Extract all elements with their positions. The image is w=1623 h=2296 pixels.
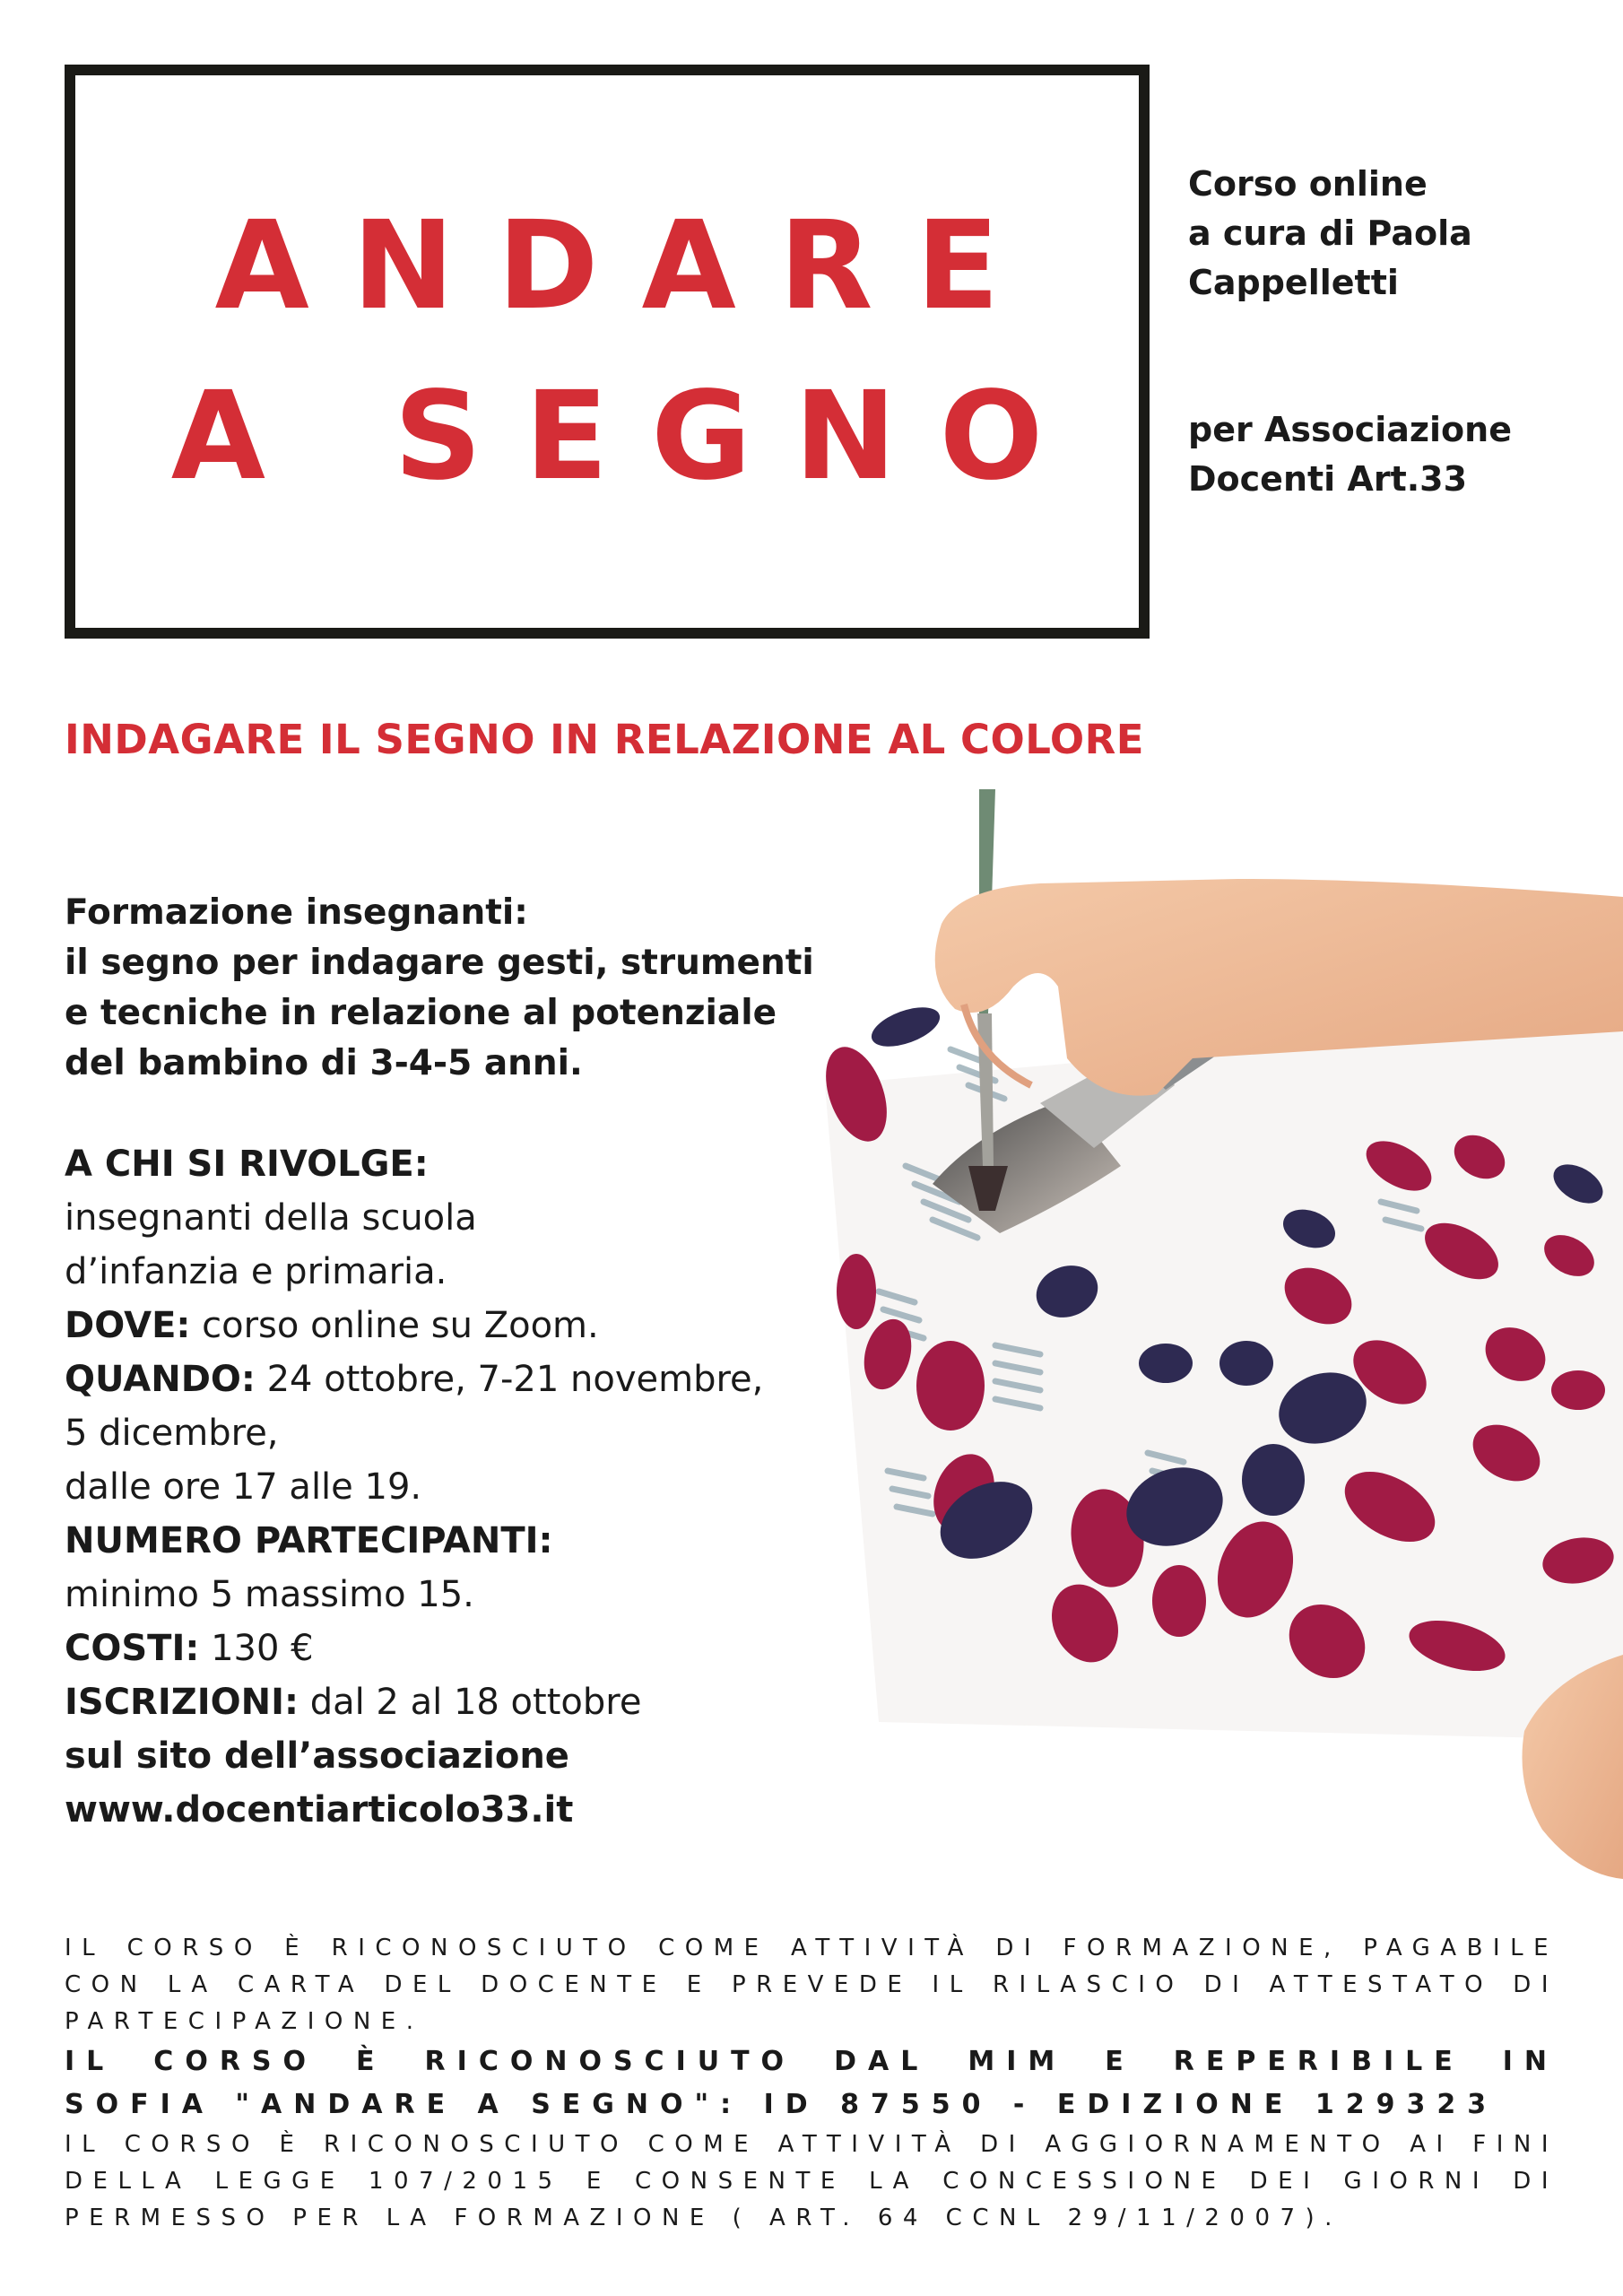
- painting-illustration: [771, 789, 1623, 1919]
- where-row: [65, 1299, 763, 1352]
- intro-line: il segno per indagare gesti, strumenti: [65, 943, 814, 983]
- where-value: corso online su Zoom.: [202, 1305, 599, 1346]
- registration-row: [65, 1675, 763, 1729]
- cost-label: COSTI:: [65, 1628, 200, 1669]
- registration-value: dal 2 al 18 ottobre: [309, 1682, 642, 1723]
- course-author-note: [1188, 160, 1472, 308]
- when-value-2: 5 dicembre,: [65, 1413, 279, 1454]
- author-line: a cura di Paola: [1188, 213, 1472, 253]
- course-info: [65, 1137, 763, 1837]
- cost-row: [65, 1622, 763, 1675]
- intro-text: [65, 888, 814, 1089]
- association-name: Docenti Art.33: [1188, 459, 1468, 499]
- participants-value: minimo 5 massimo 15.: [65, 1574, 474, 1615]
- association-note: [1188, 405, 1512, 504]
- registration-label: ISCRIZIONI:: [65, 1682, 299, 1723]
- when-value: 24 ottobre, 7-21 novembre,: [266, 1359, 764, 1400]
- mim-sofia-note: IL CORSO È RICONOSCIUTO DAL MIM E REPERIBILE IN SOFIA "ANDARE A SEGNO": ID 87550 - EDIZIONE 129323: [65, 2046, 1558, 2120]
- course-line: Corso online: [1188, 164, 1428, 204]
- intro-line: e tecniche in relazione al potenziale: [65, 993, 777, 1033]
- participants-label: NUMERO PARTECIPANTI:: [65, 1520, 553, 1561]
- subtitle: INDAGARE IL SEGNO IN RELAZIONE AL COLORE: [65, 716, 1144, 763]
- title-line-1: ANDARE: [214, 195, 1043, 337]
- when-row: [65, 1352, 763, 1406]
- site-line: sul sito dell’associazione: [65, 1735, 569, 1777]
- title-frame: [65, 65, 1150, 639]
- association-line: per Associazione: [1188, 410, 1512, 449]
- when-time: dalle ore 17 alle 19.: [65, 1466, 422, 1508]
- intro-line: del bambino di 3-4-5 anni.: [65, 1043, 583, 1083]
- audience-label: A CHI SI RIVOLGE:: [65, 1144, 429, 1185]
- recognition-note: IL CORSO È RICONOSCIUTO COME ATTIVITÀ DI FORMAZIONE, PAGABILE CON LA CARTA DEL DOCENTE E PREVEDE IL RILASCIO DI ATTESTATO DI PARTECIPAZIONE.: [65, 1935, 1558, 2035]
- cost-value: 130 €: [211, 1628, 314, 1669]
- where-label: DOVE:: [65, 1305, 191, 1346]
- author-surname: Cappelletti: [1188, 263, 1399, 302]
- footer-notes: [65, 1930, 1558, 2237]
- title-line-2: A SEGNO: [170, 366, 1087, 508]
- when-label: QUANDO:: [65, 1359, 256, 1400]
- intro-line: Formazione insegnanti:: [65, 892, 528, 933]
- audience-value: insegnanti della scuola: [65, 1197, 477, 1239]
- law-note: IL CORSO È RICONOSCIUTO COME ATTIVITÀ DI AGGIORNAMENTO AI FINI DELLA LEGGE 107/2015 E CONSENTE LA CONCESSIONE DEI GIORNI DI PERMESSO PER LA FORMAZIONE ( ART. 64 CCNL 29/11/2007).: [65, 2131, 1558, 2231]
- audience-value-2: d’infanzia e primaria.: [65, 1251, 447, 1292]
- website-link[interactable]: www.docentiarticolo33.it: [65, 1789, 574, 1831]
